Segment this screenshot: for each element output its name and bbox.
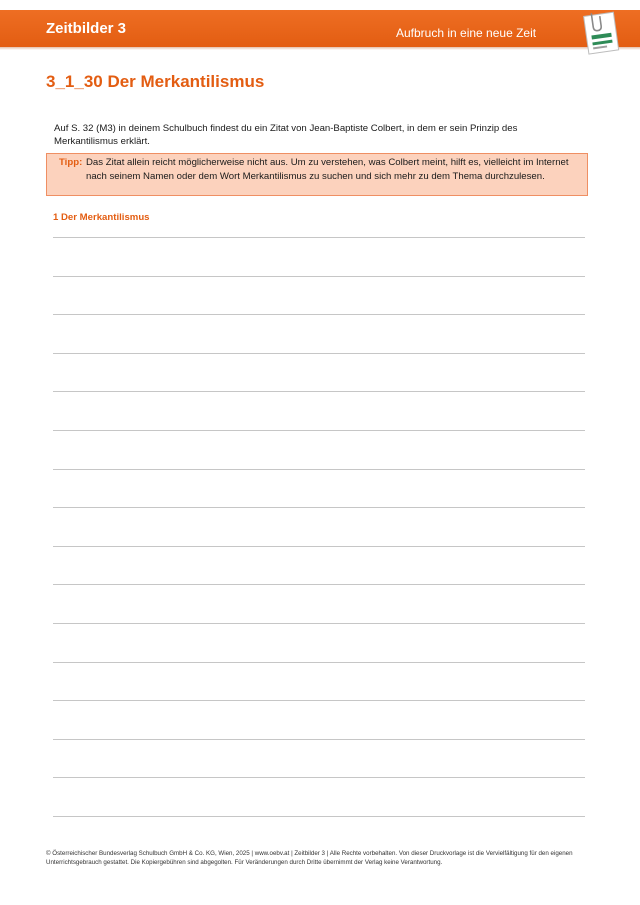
writing-line [53,314,585,315]
worksheet-document-icon [580,8,624,56]
page-title: 3_1_30 Der Merkantilismus [46,72,265,91]
writing-line [53,430,585,431]
header-shadow [0,47,640,50]
writing-line [53,353,585,354]
writing-line [53,700,585,701]
writing-line [53,507,585,508]
tip-label: Tipp: [59,157,83,168]
writing-line [53,584,585,585]
tip-box [46,153,588,196]
writing-line [53,777,585,778]
writing-line [53,662,585,663]
task-title: 1 Der Merkantilismus [53,212,150,223]
writing-line [53,816,585,817]
writing-line [53,237,585,238]
writing-line [53,546,585,547]
writing-line [53,739,585,740]
intro-text: Auf S. 32 (M3) in deinem Schulbuch findest du ein Zitat von Jean-Baptiste Colbert, in dem er sein Prinzip des Merkantilismus erklärt. [54,123,518,147]
book-title: Zeitbilder 3 [46,20,127,37]
chapter-title: Aufbruch in eine neue Zeit [396,26,537,40]
writing-line [53,469,585,470]
footer-copyright: © Österreichischer Bundesverlag Schulbuch GmbH & Co. KG, Wien, 2025 | www.oebv.at | Zeitbilder 3 | Alle Rechte vorbehalten. Von dieser Druckvorlage ist die Vervielfältigung für den eigenen Unterrichtsgebrauch gestattet. Die Kopiergebühren sind abgegolten. Für Veränderungen durch Dritte übernimmt der Verlag keine Verantwortung. [46,850,573,866]
writing-line [53,623,585,624]
tip-text: Das Zitat allein reicht möglicherweise nicht aus. Um zu verstehen, was Colbert meint, hilft es, vielleicht im Internet nach seinem Namen oder dem Wort Merkantilismus zu suchen und sich mehr zu dem Thema durchzulesen. [86,157,569,182]
writing-line [53,276,585,277]
writing-line [53,391,585,392]
